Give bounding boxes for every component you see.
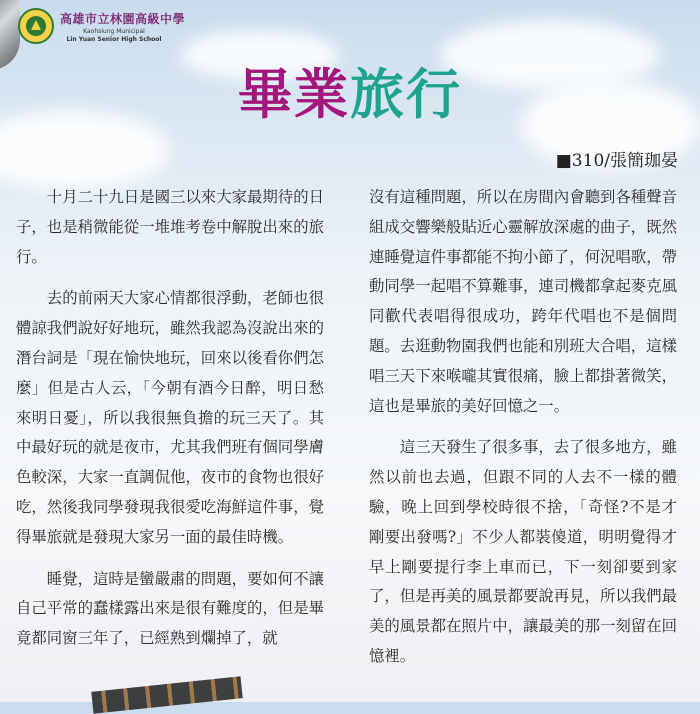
article-left-column	[16, 183, 324, 666]
paragraph: 睡覺，這時是蠻嚴肅的問題，要如何不讓自己平常的蠢樣露出來是很有難度的，但是畢竟都同窗三年了，已經熟到爛掉了，就	[16, 569, 324, 648]
article-right-column	[369, 183, 677, 684]
title-part-2: 旅行	[350, 63, 462, 126]
school-name: 高雄市立林園高級中學	[60, 12, 186, 26]
paragraph: 這三天發生了很多事，去了很多地方，雖然以前也去過，但跟不同的人去不一樣的體驗，晚上回到學校時很不捨，「奇怪?不是才剛要出發嗎?」不少人都裝傻道，明明覺得才早上剛要提行李上車而已，下一刻卻要到家了，但是再美的風景都要說再見，所以我們最美的風景都在照片中，讓最美的那一刻留在回憶裡。	[369, 438, 677, 665]
paragraph: 沒有這種問題，所以在房間內會聽到各種聲音組成交響樂般貼近心靈解放深處的曲子，既然連睡覺這件事都能不拘小節了，何況唱歌，帶動同學一起唱不算難事，連司機都拿起麥克風同歡代表唱得很成功，跨年代唱也不是個問題。去逛動物園我們也能和別班大合唱，這樣唱三天下來喉嚨其實很痛，臉上都掛著微笑，這也是畢旅的美好回憶之一。	[369, 188, 677, 415]
school-logo-icon	[18, 8, 54, 44]
school-english-line2: Lin Yuan Senior High School	[66, 36, 162, 43]
title-part-1: 畢業	[238, 63, 350, 126]
school-english-line1: Kaohsiung Municipal	[83, 28, 145, 35]
article-title	[0, 52, 700, 129]
paragraph: 去的前兩天大家心情都很浮動，老師也很體諒我們說好好地玩，雖然我認為沒說出來的潛台詞是「現在愉快地玩，回來以後看你們怎麼」但是古人云，「今朝有酒今日醉，明日愁來明日憂」，所以我很無負擔的玩三天了。其中最好玩的就是夜市，尤其我們班有個同學膚色較深，大家一直調侃他，夜市的食物也很好吃，然後我同學發現我很愛吃海鮮這件事，覺得畢旅就是發現大家另一面的最佳時機。	[16, 289, 324, 546]
film-strip-decoration	[91, 676, 242, 714]
paragraph: 十月二十九日是國三以來大家最期待的日子，也是稍微能從一堆堆考卷中解脫出來的旅行。	[16, 188, 324, 266]
school-english-name	[60, 28, 168, 44]
author-byline: ■310/張簡珈晏	[555, 151, 678, 171]
